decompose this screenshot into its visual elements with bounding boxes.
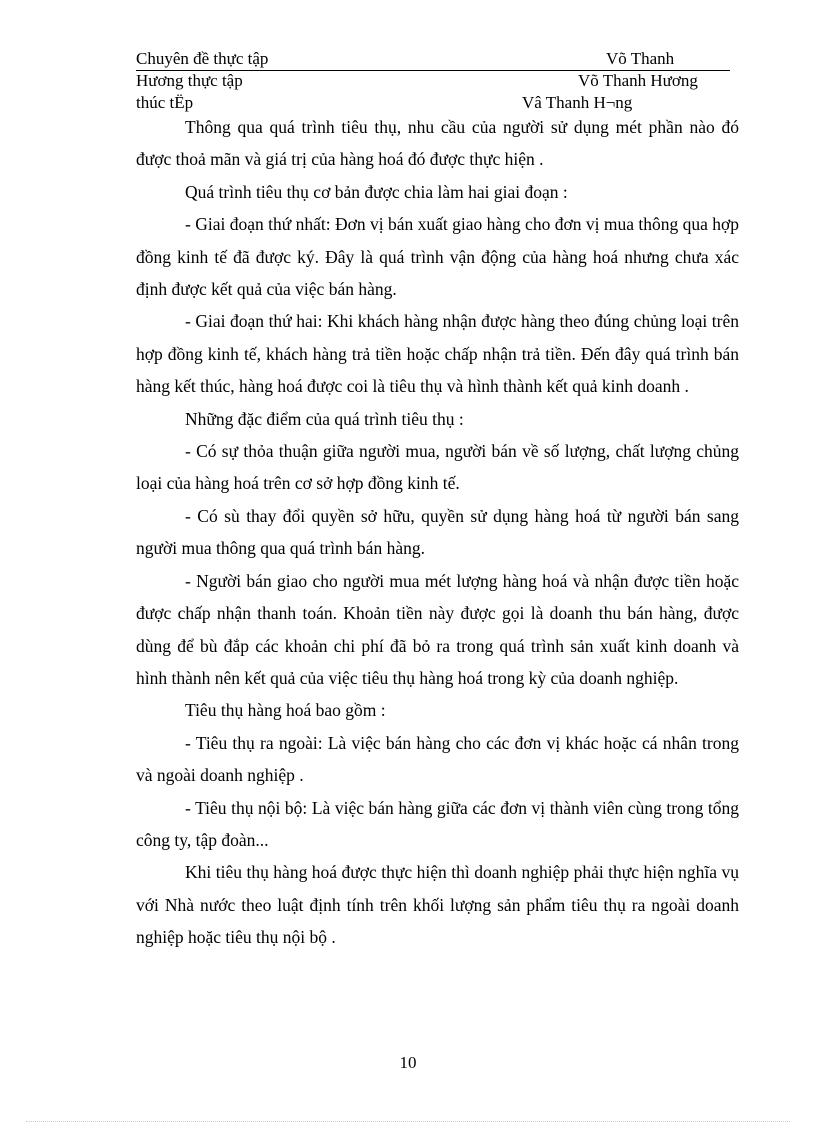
header-row-1 (136, 48, 730, 70)
paragraph: - Có sù thay đổi quyền sở hữu, quyền sử dụng hàng hoá từ người bán sang người mua thông qua quá trình bán hàng. (136, 505, 739, 559)
paragraph: Quá trình tiêu thụ cơ bản được chia làm hai giai đoạn : (185, 181, 568, 202)
paragraph: - Tiêu thụ nội bộ: Là việc bán hàng giữa các đơn vị thành viên cùng trong tổng công ty, tập đoàn... (136, 797, 739, 850)
paragraph: Khi tiêu thụ hàng hoá được thực hiện thì doanh nghiệp phải thực hiện nghĩa vụ với Nhà nước theo luật định tính trên khối lượng sản phẩm tiêu thụ ra ngoài doanh nghiệp hoặc tiêu thụ nội bộ . (136, 862, 739, 948)
header-title-continued: Hương thực tập (136, 71, 243, 90)
paragraph: Tiêu thụ hàng hoá bao gồm : (185, 700, 386, 721)
page-bottom-border (26, 1121, 790, 1122)
paragraph: Thông qua quá trình tiêu thụ, nhu cầu của người sử dụng mét phần nào đó được thoả mãn và giá trị của hàng hoá đó được thực hiện . (136, 117, 739, 170)
paragraph: Những đặc điểm của quá trình tiêu thụ : (185, 408, 464, 429)
header-row-2 (136, 70, 730, 92)
paragraph: - Giai đoạn thứ nhất: Đơn vị bán xuất giao hàng cho đơn vị mua thông qua hợp đồng kinh tế đã được ký. Đây là quá trình vận động của hàng hoá nhưng chưa xác định được kết quả của việc bán hàng. (136, 214, 739, 300)
page-number: 10 (399, 1053, 417, 1072)
paragraph: - Người bán giao cho người mua mét lượng hàng hoá và nhận được tiền hoặc được chấp nhận thanh toán. Khoản tiền này được gọi là doanh thu bán hàng, được dùng để bù đắp các khoản chi phí đã bỏ ra trong quá trình sản xuất kinh doanh và hình thành nên kết quả của việc tiêu thụ hàng hoá trong kỳ của doanh nghiệp. (136, 570, 739, 688)
paragraph: - Giai đoạn thứ hai: Khi khách hàng nhận được hàng theo đúng chủng loại trên hợp đồng kinh tế, khách hàng trả tiền hoặc chấp nhận trả tiền. Đến đây quá trình bán hàng kết thúc, hàng hoá được coi là tiêu thụ và hình thành kết quả kinh doanh . (136, 311, 739, 397)
paragraph: - Tiêu thụ ra ngoài: Là việc bán hàng cho các đơn vị khác hoặc cá nhân trong và ngoài doanh nghiệp . (136, 732, 739, 786)
body-text (136, 111, 739, 954)
header-title: Chuyên đề thực tập (136, 49, 269, 68)
header-author: Võ Thanh (606, 49, 675, 68)
header-author-garbled: Vâ Thanh H¬ng (522, 93, 633, 112)
paragraph: - Có sự thỏa thuận giữa người mua, người bán về số lượng, chất lượng chủng loại của hàng hoá trên cơ sở hợp đồng kinh tế. (136, 441, 739, 494)
page-header (136, 48, 730, 114)
header-title-garbled: thúc tËp (136, 93, 194, 112)
header-author-full: Võ Thanh Hương (578, 71, 698, 90)
